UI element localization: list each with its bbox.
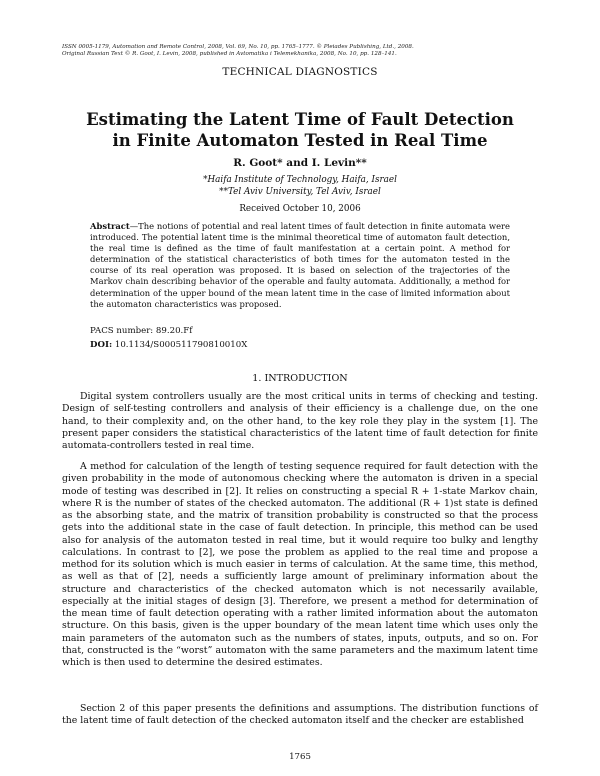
doi-value: 10.1134/S000511790810010X bbox=[112, 340, 248, 350]
authors: R. Goot* and I. Levin** bbox=[233, 157, 367, 169]
affiliation-1: *Haifa Institute of Technology, Haifa, Israel bbox=[203, 175, 397, 185]
received-date: Received October 10, 2006 bbox=[239, 204, 361, 214]
body-paragraph: Section 2 of this paper presents the definitions and assumptions. The distribution functions of the latent time of fault detection of the checked automaton itself and the checker are established bbox=[62, 703, 538, 727]
doi bbox=[90, 340, 247, 350]
section-heading: 1. INTRODUCTION bbox=[252, 373, 348, 384]
page-number: 1765 bbox=[289, 752, 311, 762]
paper-title bbox=[60, 109, 540, 151]
pacs-number: PACS number: 89.20.Ff bbox=[90, 326, 193, 336]
abstract-label: Abstract bbox=[90, 221, 130, 231]
body-paragraph: A method for calculation of the length of testing sequence required for fault detection with the given probability in the mode of autonomous checking where the automaton is driven in a special mode of testing was described in [2]. It relies on constructing a special R + 1-state Markov chain, where R is the number of states of the checked automaton. The additional (R + 1)st state is defined as the absorbing state, and the matrix of transition probability is constructed so that the process gets into the additional state in the case of fault detection. In principle, this method can be used also for analysis of the automaton tested in real time, but it would require too bulky and lengthy calculations. In contrast to [2], we pose the problem as applied to the real time and propose a method for its solution which is much easier in terms of calculation. At the same time, this method, as well as that of [2], needs a sufficiently large amount of preliminary information about the structure and characteristics of the checked automaton which is not necessarily available, especially at the initial stages of design [3]. Therefore, we present a method for determination of the mean time of fault detection operating with a rather limited information about the automaton structure. On this basis, given is the upper boundary of the mean latent time which uses only the main parameters of the automaton such as the numbers of states, inputs, outputs, and so on. For that, constructed is the “worst” automaton with the same parameters and the maximum latent time which is then used to determine the desired estimates. bbox=[62, 461, 538, 668]
title-line-2: in Finite Automaton Tested in Real Time bbox=[112, 131, 488, 150]
body-paragraph: Digital system controllers usually are the most critical units in terms of checking and testing. Design of self-testing controllers and analysis of their efficiency is a challenge due, on the one hand, to their complexity and, on the other hand, to the key role they play in the system [1]. The present paper considers the statistical characteristics of the latent time of fault detection for finite automata-controllers tested in real time. bbox=[62, 391, 538, 451]
abstract bbox=[90, 221, 510, 310]
abstract-text: —The notions of potential and real latent times of fault detection in finite automata were introduced. The potential latent time is the minimal theoretical time of automaton fault detection, the real time is defined as the time of fault manifestation at a certain point. A method for determination of the statistical characteristics of both times for the automaton tested in the course of its real operation was proposed. It is based on selection of the trajectories of the Markov chain describing behavior of the operable and faulty automata. Additionally, a method for determination of the upper bound of the mean latent time in the case of limited information about the automaton characteristics was proposed. bbox=[90, 221, 510, 309]
original-text-line: Original Russian Text © R. Goot, I. Levin, 2008, published in Avtomatika i Telemekhanika, 2008, No. 10, pp. 128–141. bbox=[62, 51, 397, 57]
title-line-1: Estimating the Latent Time of Fault Detection bbox=[86, 110, 514, 129]
affiliation-2: **Tel Aviv University, Tel Aviv, Israel bbox=[219, 187, 381, 197]
journal-section-heading: TECHNICAL DIAGNOSTICS bbox=[222, 66, 378, 78]
doi-label: DOI: bbox=[90, 340, 113, 350]
journal-citation-line: ISSN 0005-1179, Automation and Remote Control, 2008, Vol. 69, No. 10, pp. 1765–1777. © Pleiades Publishing, Ltd., 2008. bbox=[62, 44, 414, 50]
